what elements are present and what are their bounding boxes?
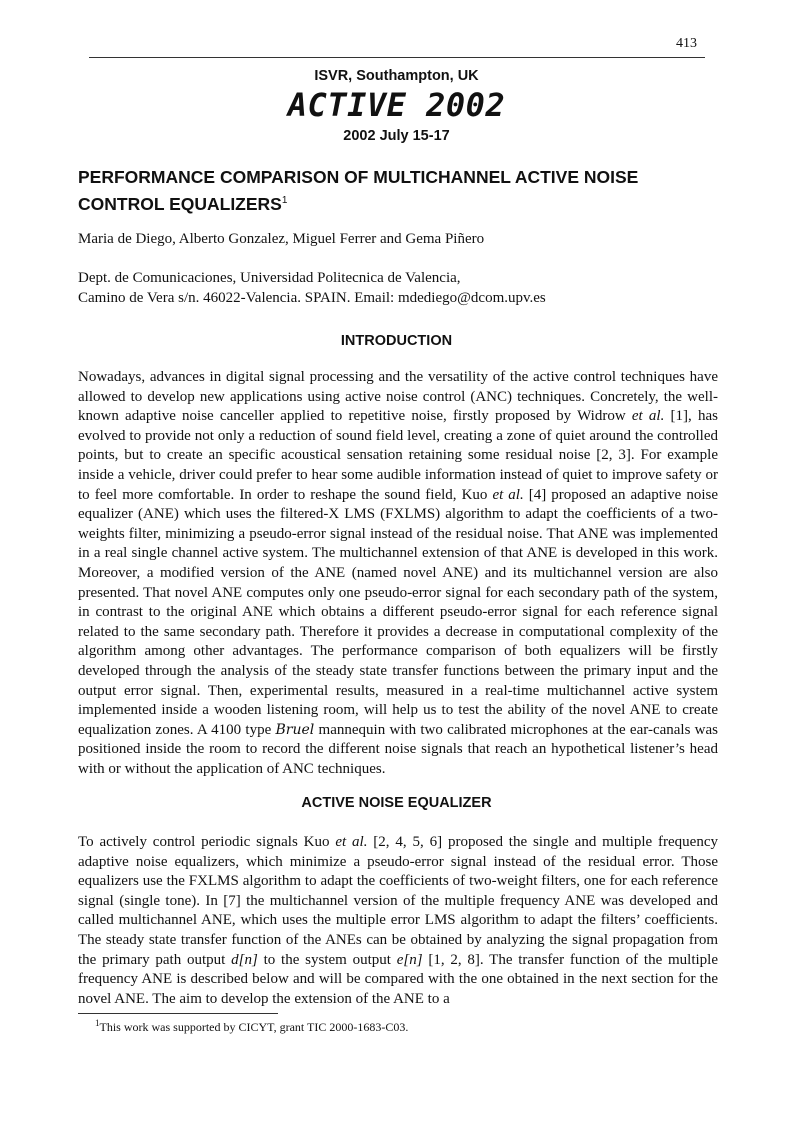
ane-heading: ACTIVE NOISE EQUALIZER <box>301 795 492 811</box>
introduction-paragraph <box>78 368 718 779</box>
math-d-n: d[n] <box>231 951 258 968</box>
footnote-mark: 1 <box>95 1018 100 1028</box>
math-e-n: e[n] <box>396 951 423 968</box>
ane-text-2: [2, 4, 5, 6] proposed the single and multiple frequency adaptive noise equalizers, which minimize a pseudo-error signal instead of the residual error. Those equalizers use the FXLMS algorithm to adapt the coefficients of two-weight filters, one for each reference signal (single tone). In [7] the multichannel version of the multiple frequency ANE was developed and called multichannel ANE, which uses the multiple error LMS algorithm to adapt the filters’ coefficients. The steady state transfer function of the ANEs can be obtained by analyzing the signal propagation from the primary path output <box>78 834 718 968</box>
ane-text-1: To actively control periodic signals Kuo <box>78 834 336 850</box>
ane-etal-1: et al. <box>335 834 368 850</box>
intro-etal-2: et al. <box>492 486 524 503</box>
header-rule <box>89 57 705 58</box>
intro-text-2: [1], has evolved to provide not only a reduction of sound field level, creating a zone of quiet around the controlled points, but to create an specific acoustical sensation retaining some residual noise [2, 3]. For example inside a vehicle, driver could prefer to hear some audible information instead of quiet to improve safety or to feel more comfortable. In order to reshape the sound field, Kuo <box>78 408 718 503</box>
intro-text-4: mannequin with two calibrated microphones at the ear-canals was positioned inside the room to record the different noise signals that reach an hypothetical listener’s head with or without the application of ANC techniques. <box>78 721 719 777</box>
conference-dates: 2002 July 15-17 <box>343 128 450 144</box>
ane-text-4: [1, 2, 8]. The transfer function of the multiple frequency ANE is described below and will be compared with the one obtained in the next section for the novel ANE. The aim to develop the extension of the ANE to a <box>78 951 719 1007</box>
affiliation-line-1: Dept. de Comunicaciones, Universidad Politecnica de Valencia, <box>78 270 461 286</box>
mannequin-brand: Bruel <box>275 721 315 738</box>
title-footnote-mark: 1 <box>281 195 288 206</box>
intro-etal-1: et al. <box>631 408 665 425</box>
ane-text-3: to the system output <box>257 951 397 968</box>
paper-title-text: PERFORMANCE COMPARISON OF MULTICHANNEL ACTIVE NOISE CONTROL EQUALIZERS <box>78 167 639 214</box>
conference-name: ACTIVE 2002 <box>287 86 506 124</box>
intro-text-3: [4] proposed an adaptive noise equalizer (ANE) which uses the filtered-X LMS (FXLMS) algorithm to adapt the coefficients of a two-weights filter, minimizing a pseudo-error signal instead of the residual noise. That ANE was implemented in a real single channel active system. The multichannel extension of that ANE is developed in this work. Moreover, a modified version of the ANE (named novel ANE) and its multichannel version are also presented. That novel ANE computes only one pseudo-error signal for each secondary path of the system, in contrast to the original ANE which obtains a different pseudo-error signal for each reference signal related to the same secondary path. Therefore it provides a decrease in computational complexity of the algorithm among other advantages. The performance comparison of both equalizers will be firstly developed through the analysis of the steady state transfer functions between the primary input and the output error signal. Then, experimental results, measured in a real-time multichannel active system implemented inside a wooden listening room, will help us to test the ability of the novel ANE to create equalization zones. A 4100 type <box>78 486 718 738</box>
ane-paragraph <box>78 833 718 1009</box>
conference-location: ISVR, Southampton, UK <box>314 68 479 84</box>
paper-title <box>78 165 718 216</box>
page-number: 413 <box>676 36 697 51</box>
footnote-text: This work was supported by CICYT, grant TIC 2000-1683-C03. <box>99 1020 409 1034</box>
paper-authors: Maria de Diego, Alberto Gonzalez, Miguel Ferrer and Gema Piñero <box>78 231 485 247</box>
introduction-heading: INTRODUCTION <box>340 333 453 349</box>
intro-text-1: Nowadays, advances in digital signal processing and the versatility of the active control techniques have allowed to develop new applications using active noise control (ANC) techniques. Concretely, the well-known adaptive noise canceller applied to repetitive noise, firstly proposed by Widrow <box>78 369 718 425</box>
affiliation-line-2: Camino de Vera s/n. 46022-Valencia. SPAIN. Email: mdediego@dcom.upv.es <box>78 290 546 306</box>
paper-affiliation <box>78 268 546 308</box>
footnote-rule <box>78 1013 278 1014</box>
footnote <box>95 1018 408 1035</box>
